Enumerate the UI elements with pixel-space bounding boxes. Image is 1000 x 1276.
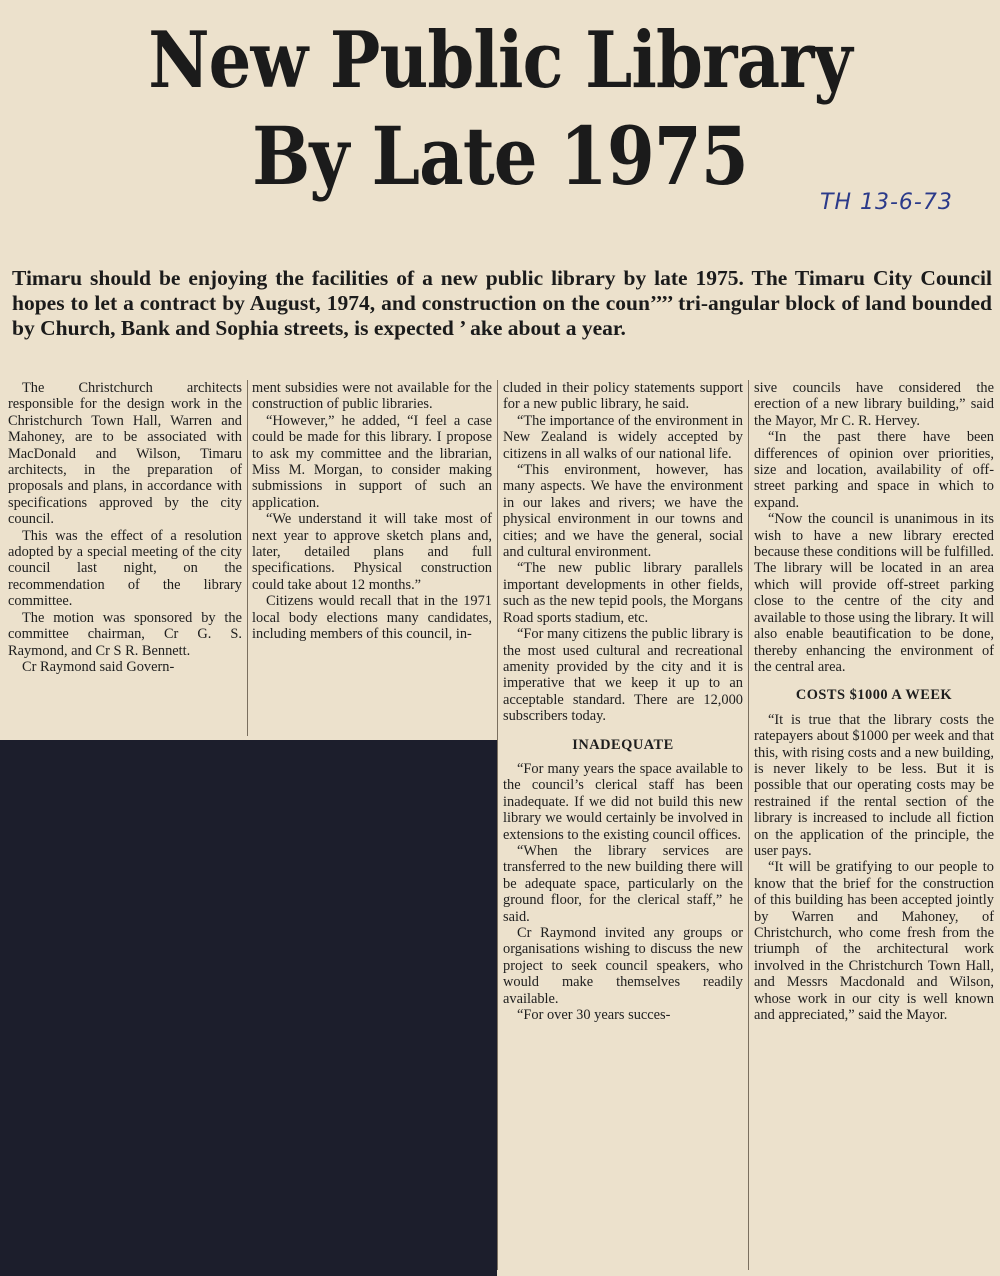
col3-para-1: cluded in their policy statements support for a new public library, he said.	[503, 380, 743, 413]
col1-para-1: The Christchurch architects responsible for the design work in the Christchurch Town Hall, Warren and Mahoney, are to be associated with MacDonald and Wilson, Timaru architects, in the preparation of proposals and plans, in accordance with specifications approved by the city council.	[8, 380, 242, 528]
col4-para-4: “It is true that the library costs the ratepayers about $1000 per week and that this, with rising costs and a new building, is never likely to be less. But it is possible that our operating costs may be restrained if the rental section of the library is increased to include all fiction on the application of the principle, the user pays.	[754, 711, 994, 859]
column-4	[754, 380, 994, 1023]
subhead-costs: COSTS $1000 A WEEK	[795, 687, 953, 704]
column-3	[503, 380, 743, 1023]
col2-para-2: “However,” he added, “I feel a case could be made for this library. I propose to ask my committee and the librarian, Miss M. Morgan, to consider making submissions in support of such an application.	[252, 412, 492, 511]
column-1	[8, 380, 242, 675]
col3-para-7: “When the library services are transferred to the new building there will be adequate space, particularly on the ground floor, for the clerical staff,” he said.	[503, 842, 743, 925]
col3-para-6: “For many years the space available to the council’s clerical staff has been inadequate. If we did not build this new library we would certainly be involved in extensions to the existing council offices.	[503, 760, 743, 843]
col3-para-5: “For many citizens the public library is the most used cultural and recreational amenity provided by the city and it is imperative that we keep it up to an acceptable standard. There are 12,000 subscribers today.	[503, 626, 743, 725]
handwritten-date-note: TH 13-6-73	[820, 190, 953, 215]
column-2	[252, 380, 492, 643]
col3-para-3: “This environment, however, has many aspects. We have the environment in our lakes and rivers; we have the physical environment in our towns and cities; and we have the general, social and cultural environment.	[503, 462, 743, 561]
col4-para-5: “It will be gratifying to our people to know that the brief for the construction of this building has been accepted jointly by Warren and Mahoney, of Christchurch, who come fresh from the triumph of the architectural work involved in the Christchurch Town Hall, and Messrs Macdonald and Wilson, whose work in our city is well known and appreciated,” said the Mayor.	[754, 859, 994, 1024]
headline-line-2: By Late 1975	[252, 109, 748, 203]
column-rule-2	[497, 380, 498, 1270]
lead-text: Timaru should be enjoying the facilities of a new public library by late 1975. The Timaru City Council hopes to let a contract by August, 1974, and construction on the coun’’’’ tri-angular block of land bounded by Church, Bank and Sophia streets, is expected ’ ake about a year.	[12, 266, 992, 340]
col4-para-3: “Now the council is unanimous in its wish to have a new library erected because these conditions will be fulfilled. The library will be located in an area which will provide off-street parking close to the centre of the city and available to those using the library. It will also enable beautification to be done, thereby enhancing the environment of the central area.	[754, 511, 994, 675]
col3-para-9: “For over 30 years succes-	[517, 1007, 671, 1024]
col1-para-4: Cr Raymond said Govern-	[22, 658, 175, 675]
col3-para-4: “The new public library parallels important developments in other fields, such as the new tepid pools, the Morgans Road sports stadium, etc.	[503, 560, 743, 626]
headline	[0, 14, 1000, 204]
col4-para-2: “In the past there have been differences of opinion over priorities, size and location, availability of off-street parking and space in which to expand.	[754, 429, 994, 511]
subhead-inadequate: INADEQUATE	[572, 736, 674, 753]
col1-para-2: This was the effect of a resolution adopted by a special meeting of the city council last night, on the recommendation of the library committee.	[8, 527, 242, 610]
col4-para-1: sive councils have considered the erection of a new library building,” said the Mayor, Mr C. R. Hervey.	[754, 380, 994, 429]
col1-para-3: The motion was sponsored by the committee chairman, Cr G. S. Raymond, and Cr S R. Bennett.	[8, 609, 242, 659]
column-rule-1	[247, 380, 248, 736]
col2-para-4: Citizens would recall that in the 1971 local body elections many candidates, including members of this council, in-	[252, 593, 492, 643]
column-rule-3	[748, 380, 749, 1270]
headline-line-1: New Public Library	[148, 15, 852, 106]
lead-paragraph	[12, 266, 992, 341]
col3-para-2: “The importance of the environment in New Zealand is widely accepted by citizens in all walks of our national life.	[503, 412, 743, 462]
col2-para-1: ment subsidies were not available for the construction of public libraries.	[252, 380, 492, 413]
col3-para-8: Cr Raymond invited any groups or organisations wishing to discuss the new project to seek council speakers, who would make themselves readily available.	[503, 925, 743, 1007]
col2-para-3: “We understand it will take most of next year to approve sketch plans and, later, detailed plans and full specifications. Physical construction could take about 12 months.”	[252, 511, 492, 593]
